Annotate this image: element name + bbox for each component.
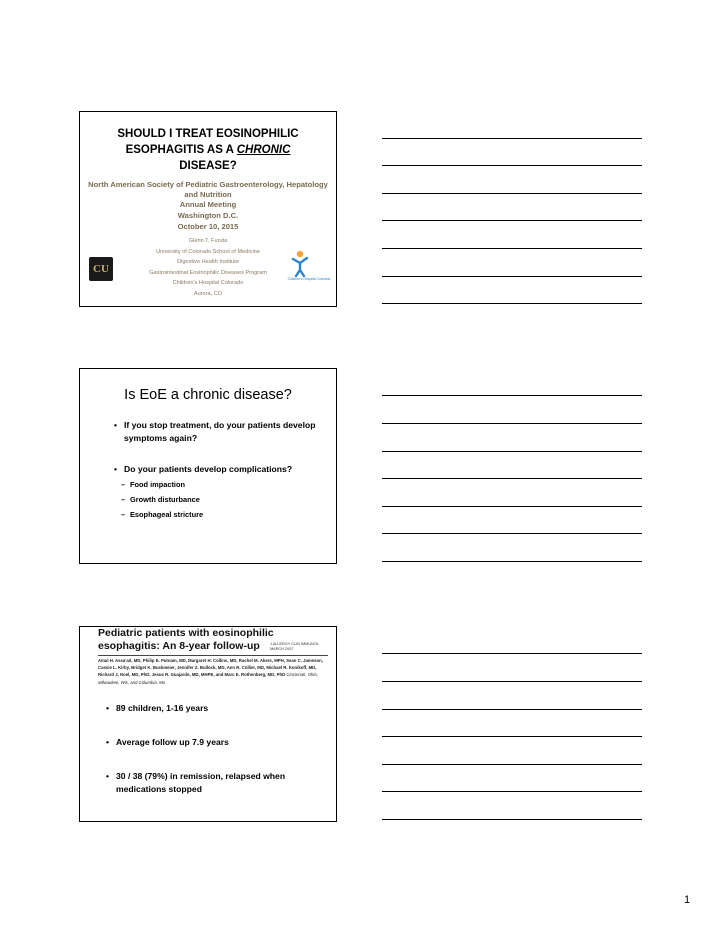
logo-figure-body: [293, 258, 307, 276]
article-authors: Amal H. Assa'ad, MD, Philip E. Putnam, MD, Margaret H. Collins, MD, Rachel M. Akers, MPH, Sean C. Jameson, Cassie L. Kirby, Bridget K. Buckmeier, Jennifer Z. Bullock, MD, Ann R. Collier, MD, Michael R. Konikoff, MD, Richard J. Noel, MD, PhD, Jesus R. Guajardo, MD, MHPE, and Marc E. Rothenberg, MD, PhD Cincinnati, Ohio, Milwaukee, Wis, and Columbia, Mo: [98, 658, 323, 685]
note-line: [382, 653, 642, 654]
article-title-rule: [98, 655, 328, 656]
article-title: Pediatric patients with eosinophilic esophagitis: An 8-year follow-up: [98, 627, 274, 652]
slide-3: [79, 626, 337, 822]
slide2-subbullet-2: – Growth disturbance: [121, 495, 200, 504]
note-line: [382, 451, 642, 452]
slide1-title-emphasis: CHRONIC: [236, 144, 291, 156]
article-authors-place: Cincinnati, Ohio, Milwaukee, Wis, and Columbia, Mo: [98, 672, 318, 685]
journal-citation: J ALLERGY CLIN IMMUNOL MARCH 2007: [270, 642, 319, 651]
slide3-bullet-2: • Average follow up 7.9 years: [106, 737, 229, 747]
slide-2: [79, 368, 337, 564]
childrens-hospital-logo: [285, 249, 333, 283]
childrens-hospital-logo-text: Children's Hospital Colorado: [287, 277, 331, 281]
note-line: [382, 395, 642, 396]
slide1-organization: North American Society of Pediatric Gastroenterology, Hepatology and Nutrition Annual Meeting Washington D.C. October 10, 2015: [88, 180, 328, 231]
slide-1: [79, 111, 337, 307]
slide2-subbullet-1: – Food impaction: [121, 480, 186, 489]
note-line: [382, 276, 642, 277]
slide2-bullet-1: • If you stop treatment, do your patients develop symptoms again?: [114, 420, 316, 443]
logo-figure-head: [297, 251, 303, 257]
note-line: [382, 561, 642, 562]
cu-logo: CU: [89, 257, 113, 281]
slide2-subbullet-3: – Esophageal stricture: [121, 510, 204, 519]
slide3-bullet-3: • 30 / 38 (79%) in remission, relapsed when medications stopped: [106, 771, 286, 794]
slide1-title: SHOULD I TREAT EOSINOPHILIC ESOPHAGITIS AS A CHRONIC DISEASE?: [117, 128, 299, 172]
note-line: [382, 681, 642, 682]
note-line: [382, 248, 642, 249]
note-line: [382, 165, 642, 166]
slide3-bullet-1: • 89 children, 1-16 years: [106, 703, 209, 713]
note-line: [382, 506, 642, 507]
note-line: [382, 533, 642, 534]
note-line: [382, 478, 642, 479]
note-line: [382, 220, 642, 221]
note-line: [382, 303, 642, 304]
note-line: [382, 819, 642, 820]
note-line: [382, 193, 642, 194]
note-line: [382, 764, 642, 765]
slide1-author-block: Glenn T. Furuta University of Colorado School of Medicine Digestive Health Institute Gastrointestinal Eosinophilic Diseases Program Children's Hospital Colorado Aurora, CO: [149, 238, 267, 297]
note-line: [382, 138, 642, 139]
note-line: [382, 736, 642, 737]
page-number: 1: [684, 894, 691, 906]
slide2-bullet-2: • Do your patients develop complications?: [114, 464, 293, 474]
note-line: [382, 791, 642, 792]
note-line: [382, 709, 642, 710]
slide2-title: Is EoE a chronic disease?: [124, 387, 292, 403]
note-line: [382, 423, 642, 424]
